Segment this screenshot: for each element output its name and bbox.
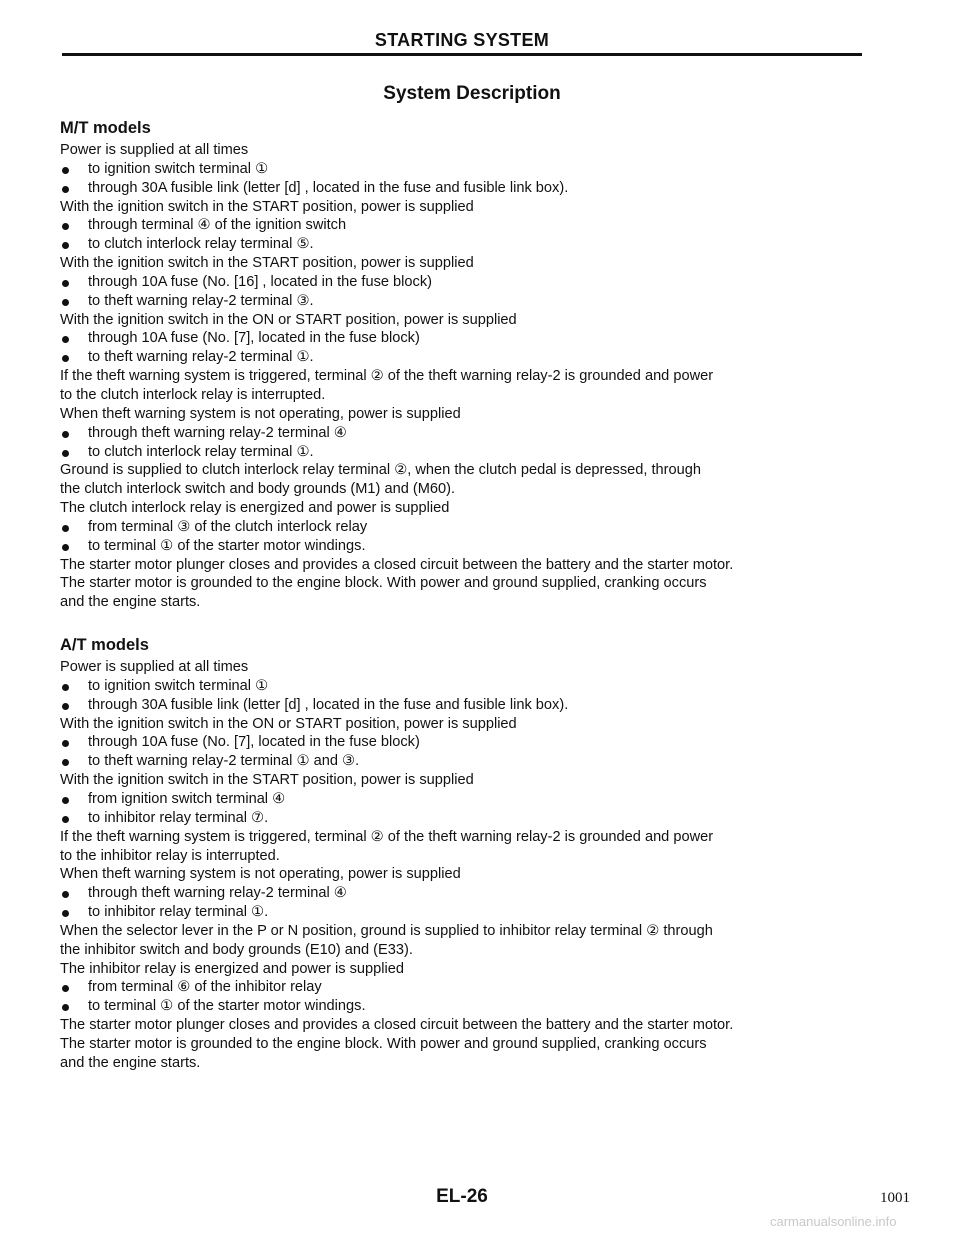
bullet-item: from ignition switch terminal ④	[60, 790, 870, 809]
bullet-item: through terminal ④ of the ignition switch	[60, 216, 870, 235]
section-gap	[60, 612, 870, 633]
bullet-item: from terminal ⑥ of the inhibitor relay	[60, 978, 870, 997]
bullet-item: to inhibitor relay terminal ⑦.	[60, 809, 870, 828]
mt-models-heading: M/T models	[60, 119, 151, 137]
text-line: With the ignition switch in the ON or START position, power is supplied	[60, 311, 517, 328]
text-line: When theft warning system is not operating, power is supplied	[60, 866, 461, 883]
at-models-heading: A/T models	[60, 636, 149, 655]
bullet-item: through 10A fuse (No. [16] , located in the fuse block)	[60, 273, 870, 292]
bullet-item: to theft warning relay-2 terminal ③.	[60, 292, 870, 311]
bullet-item: to ignition switch terminal ①	[60, 160, 870, 179]
text-line: Power is supplied at all times	[60, 142, 249, 158]
text-line: With the ignition switch in the START position, power is supplied	[60, 772, 474, 789]
text-line: With the ignition switch in the START position, power is supplied	[60, 198, 474, 215]
mt-models-body	[60, 141, 870, 612]
text-line: to the inhibitor relay is interrupted.	[60, 847, 280, 864]
bullet-item: from terminal ③ of the clutch interlock relay	[60, 518, 870, 537]
text-line: When theft warning system is not operating, power is supplied	[60, 405, 461, 422]
text-line: With the ignition switch in the ON or START position, power is supplied	[60, 715, 517, 732]
text-line: The starter motor is grounded to the engine block. With power and ground supplied, cranking occurs	[60, 575, 707, 592]
bullet-item: to theft warning relay-2 terminal ①.	[60, 348, 870, 367]
header-rule	[62, 53, 862, 56]
bullet-item: through 30A fusible link (letter [d] , located in the fuse and fusible link box).	[60, 179, 870, 198]
page-code: EL-26	[436, 1186, 488, 1207]
section-title: System Description	[383, 83, 561, 104]
text-line: When the selector lever in the P or N position, ground is supplied to inhibitor relay terminal ② through	[60, 922, 713, 939]
text-line: and the engine starts.	[60, 1054, 201, 1071]
at-models-section	[60, 633, 870, 1073]
text-line: Ground is supplied to clutch interlock relay terminal ②, when the clutch pedal is depressed, through	[60, 462, 701, 479]
at-models-body	[60, 658, 870, 1073]
text-line: the clutch interlock switch and body grounds (M1) and (M60).	[60, 481, 456, 498]
bullet-item: through 10A fuse (No. [7], located in the fuse block)	[60, 329, 870, 348]
bullet-item: to terminal ① of the starter motor windings.	[60, 537, 870, 556]
text-line: If the theft warning system is triggered, terminal ② of the theft warning relay-2 is grounded and power	[60, 828, 714, 845]
mt-models-section	[60, 116, 870, 612]
text-line: The inhibitor relay is energized and power is supplied	[60, 960, 404, 977]
bullet-item: to clutch interlock relay terminal ①.	[60, 443, 870, 462]
watermark: carmanualsonline.info	[770, 1214, 897, 1229]
text-line: to the clutch interlock relay is interrupted.	[60, 386, 326, 403]
page-header-title: STARTING SYSTEM	[374, 30, 550, 50]
text-line: The starter motor plunger closes and provides a closed circuit between the battery and the starter motor.	[60, 1017, 734, 1034]
bullet-item: to ignition switch terminal ①	[60, 677, 870, 696]
bullet-item: to terminal ① of the starter motor windings.	[60, 997, 870, 1016]
text-line: and the engine starts.	[60, 594, 201, 611]
bullet-item: to clutch interlock relay terminal ⑤.	[60, 235, 870, 254]
text-line: The starter motor plunger closes and provides a closed circuit between the battery and the starter motor.	[60, 556, 734, 573]
text-line: Power is supplied at all times	[60, 659, 249, 676]
bullet-item: through 30A fusible link (letter [d] , located in the fuse and fusible link box).	[60, 696, 870, 715]
text-line: the inhibitor switch and body grounds (E10) and (E33).	[60, 941, 413, 958]
text-line: With the ignition switch in the START position, power is supplied	[60, 255, 474, 272]
bullet-item: to inhibitor relay terminal ①.	[60, 903, 870, 922]
bullet-item: through theft warning relay-2 terminal ④	[60, 884, 870, 903]
page-content	[60, 116, 870, 1073]
bullet-item: through theft warning relay-2 terminal ④	[60, 424, 870, 443]
text-line: The clutch interlock relay is energized and power is supplied	[60, 500, 450, 517]
page-number: 1001	[880, 1190, 910, 1206]
bullet-item: through 10A fuse (No. [7], located in the fuse block)	[60, 733, 870, 752]
text-line: The starter motor is grounded to the engine block. With power and ground supplied, cranking occurs	[60, 1035, 707, 1052]
bullet-item: to theft warning relay-2 terminal ① and ③.	[60, 752, 870, 771]
text-line: If the theft warning system is triggered, terminal ② of the theft warning relay-2 is grounded and power	[60, 368, 714, 385]
